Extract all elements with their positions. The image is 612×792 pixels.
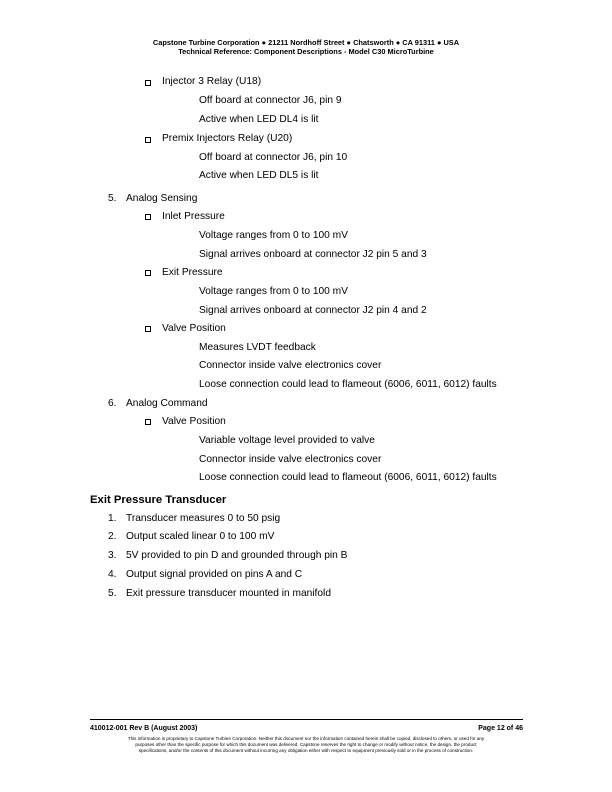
relay-title: Premix Injectors Relay (U20) bbox=[162, 133, 293, 144]
sub-item-detail: Signal arrives onboard at connector J2 pin 4 and 2 bbox=[199, 305, 427, 316]
sub-item-detail: Connector inside valve electronics cover bbox=[199, 360, 382, 371]
relay-detail: Active when LED DL5 is lit bbox=[199, 170, 319, 181]
sub-item-title: Inlet Pressure bbox=[162, 211, 225, 222]
footer-disclaimer-line: purposes other than the specific purpose for which this document was delivered. Capstone reserves the right to change or modify without notice, the design, the product bbox=[135, 742, 477, 747]
relay-detail: Off board at connector J6, pin 9 bbox=[199, 95, 342, 106]
list-item: Exit pressure transducer mounted in manifold bbox=[126, 588, 331, 599]
relay-detail: Off board at connector J6, pin 10 bbox=[199, 152, 348, 163]
footer-rule bbox=[90, 719, 523, 720]
sub-item-detail: Connector inside valve electronics cover bbox=[199, 454, 382, 465]
section-item-title: Analog Command bbox=[126, 398, 208, 409]
checkbox-bullet-icon bbox=[145, 80, 151, 86]
list-number: 6. bbox=[108, 398, 117, 409]
checkbox-bullet-icon bbox=[145, 137, 151, 143]
footer-disclaimer-line: specifications, and/or the contents of this document without incurring any obligation either with respect to equipment previously sold or in the process of construction. bbox=[138, 748, 474, 753]
checkbox-bullet-icon bbox=[145, 214, 151, 220]
list-item: Transducer measures 0 to 50 psig bbox=[126, 513, 281, 524]
relay-title: Injector 3 Relay (U18) bbox=[162, 76, 262, 87]
checkbox-bullet-icon bbox=[145, 270, 151, 276]
list-item: Output signal provided on pins A and C bbox=[126, 569, 303, 580]
list-number: 1. bbox=[108, 513, 117, 524]
checkbox-bullet-icon bbox=[145, 326, 151, 332]
footer-doc-id: 410012-001 Rev B (August 2003) bbox=[90, 725, 198, 732]
sub-item-title: Valve Position bbox=[162, 323, 226, 334]
list-number: 5. bbox=[108, 193, 117, 204]
checkbox-bullet-icon bbox=[145, 419, 151, 425]
header-title: Technical Reference: Component Descriptions - Model C30 MicroTurbine bbox=[178, 47, 434, 56]
section-item-title: Analog Sensing bbox=[126, 193, 198, 204]
section-heading: Exit Pressure Transducer bbox=[90, 494, 227, 506]
sub-item-title: Valve Position bbox=[162, 416, 226, 427]
sub-item-detail: Voltage ranges from 0 to 100 mV bbox=[199, 286, 348, 297]
sub-item-detail: Measures LVDT feedback bbox=[199, 342, 316, 353]
footer-disclaimer-line: This information is proprietary to Capstone Turbine Corporation. Neither this document nor the information contained herein shall be copied, disclosed to others, or used for any bbox=[127, 736, 485, 741]
footer-page-number: Page 12 of 46 bbox=[478, 725, 523, 732]
list-item: 5V provided to pin D and grounded through pin B bbox=[126, 550, 348, 561]
sub-item-detail: Voltage ranges from 0 to 100 mV bbox=[199, 230, 348, 241]
list-item: Output scaled linear 0 to 100 mV bbox=[126, 531, 275, 542]
sub-item-detail: Loose connection could lead to flameout (6006, 6011, 6012) faults bbox=[199, 472, 497, 483]
sub-item-detail: Loose connection could lead to flameout (6006, 6011, 6012) faults bbox=[199, 379, 497, 390]
sub-item-detail: Variable voltage level provided to valve bbox=[199, 435, 375, 446]
list-number: 4. bbox=[108, 569, 117, 580]
list-number: 2. bbox=[108, 531, 117, 542]
list-number: 3. bbox=[108, 550, 117, 561]
relay-detail: Active when LED DL4 is lit bbox=[199, 114, 319, 125]
header-address: Capstone Turbine Corporation ● 21211 Nordhoff Street ● Chatsworth ● CA 91311 ● USA bbox=[152, 38, 460, 47]
sub-item-detail: Signal arrives onboard at connector J2 pin 5 and 3 bbox=[199, 249, 427, 260]
list-number: 5. bbox=[108, 588, 117, 599]
sub-item-title: Exit Pressure bbox=[162, 267, 223, 278]
